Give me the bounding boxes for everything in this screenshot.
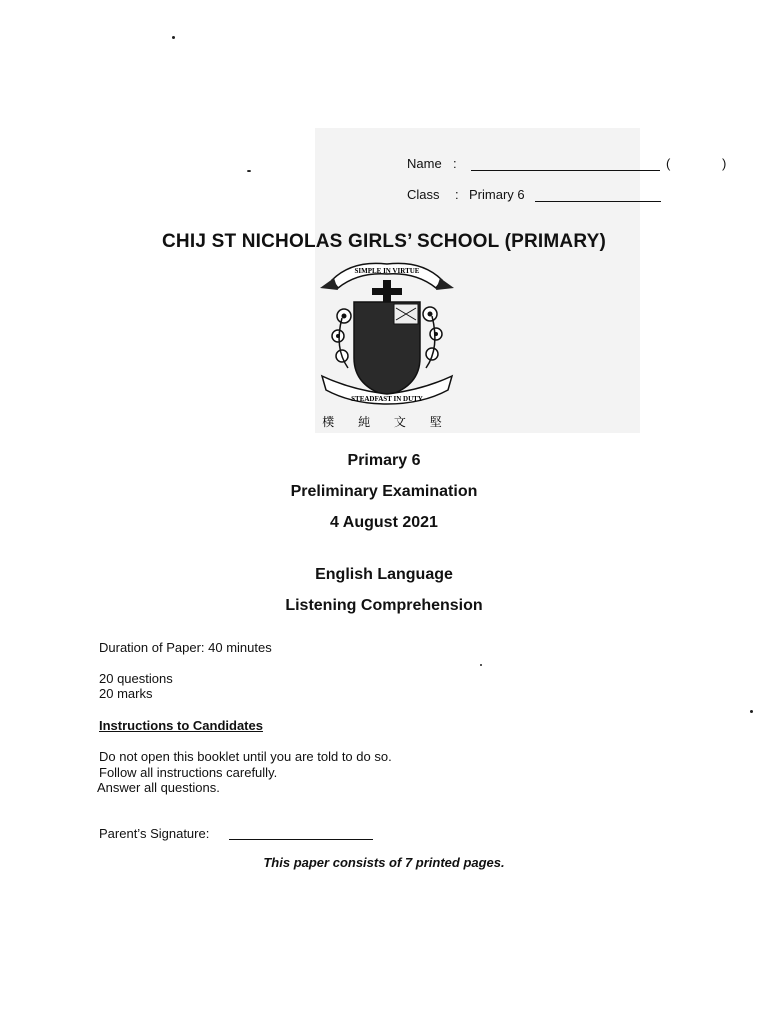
scan-speck [750,710,753,713]
parent-signature-label: Parent’s Signature: [99,826,210,841]
exam-name: Preliminary Examination [290,483,478,500]
class-colon: : [455,187,459,202]
register-close-paren: ) [722,156,727,171]
school-name: CHIJ ST NICHOLAS GIRLS’ SCHOOL (PRIMARY) [162,231,606,252]
exam-paper: Listening Comprehension [285,597,483,614]
name-field[interactable] [471,170,660,171]
class-value: Primary 6 [469,187,525,202]
instruction-line: Answer all questions. [97,780,220,795]
name-colon: : [453,156,457,171]
question-count: 20 questions [99,671,173,686]
class-field[interactable] [535,201,661,202]
mark-count: 20 marks [99,686,153,701]
crest-motto-top: SIMPLE IN VIRTUE [354,267,420,275]
instruction-line: Do not open this booklet until you are told to do so. [99,749,392,764]
exam-subject: English Language [315,566,453,583]
exam-date: 4 August 2021 [330,514,438,531]
exam-level: Primary 6 [347,452,421,469]
page-count-note: This paper consists of 7 printed pages. [263,855,505,870]
school-crest-icon [312,258,462,438]
instructions-heading: Instructions to Candidates [99,718,263,733]
class-label: Class [407,187,440,202]
name-label: Name [407,156,442,171]
register-open-paren: ( [666,156,671,171]
scan-speck [247,170,251,172]
crest-motto-bottom: STEADFAST IN DUTY [351,395,423,403]
scan-speck [172,36,175,39]
paper-duration: Duration of Paper: 40 minutes [99,640,272,655]
instruction-line: Follow all instructions carefully. [99,765,278,780]
scan-speck [480,664,482,666]
crest-chinese-motto: 樸 純 文 堅 [322,415,452,429]
parent-signature-field[interactable] [229,839,373,840]
